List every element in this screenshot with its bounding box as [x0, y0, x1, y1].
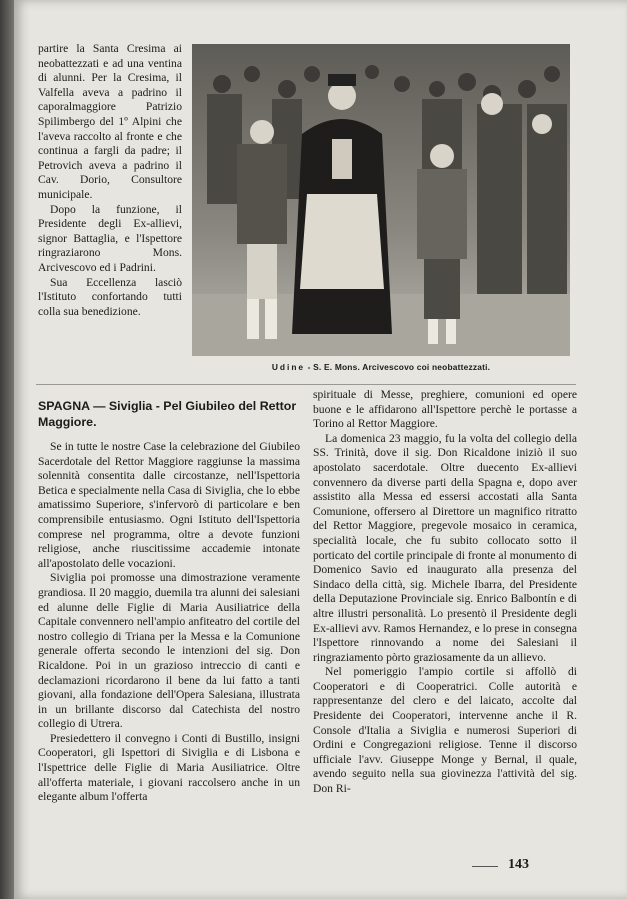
- paragraph: Siviglia poi promosse una dimostrazione veramente grandiosa. Il 20 maggio, duemila tra alunni dei salesiani ed alunne delle Figlie di Maria Ausiliatrice della Capitale convennero nell'ampio anfiteatro del cortile del nostro collegio di Triana per la Messa e la Comunione generale offerta secondo le intenzioni del sig. Don Ricaldone. Poi in un grazioso intreccio di canti e declamazioni ricordarono il bene da lui fatto a tanti giovani, alla fondazione dell'Opera Salesiana, illustrata in un brillante discorso dal Catechista del nostro collegio di Utrera.: [38, 571, 300, 731]
- caption-text: - S. E. Mons. Arcivescovo coi neobattezzati.: [305, 362, 491, 372]
- caption-place: Udine: [271, 362, 306, 372]
- section-divider: [36, 384, 576, 385]
- paragraph: Presiedettero il convegno i Conti di Bustillo, insigni Cooperatori, gli Ispettori di Siviglia e di Lisbona e l'Ispettrice delle Figlie di Maria Ausiliatrice. Oltre all'offerta materiale, i giovani raccolsero anche in un elegante album l'offerta: [38, 731, 300, 804]
- paragraph: spirituale di Messe, preghiere, comunioni ed opere buone e le affidarono all'Ispettore perchè le portasse a Torino al Rettor Maggiore.: [313, 388, 577, 431]
- group-photo: [192, 44, 570, 356]
- left-column: [38, 398, 300, 805]
- paragraph: Sua Eccellenza lasciò l'Istituto confortando tutti colla sua benedizione.: [38, 275, 182, 318]
- photo-caption: [192, 362, 570, 372]
- top-left-column: [38, 42, 182, 319]
- paragraph: partire la Santa Cresima ai neobattezzati e ad una ventina di alunni. Per la Cresima, il Valfella aveva a padrino il caporalmaggiore Patrizio Spilimbergo del 1º Alpini che l'aveva raccolto al fronte e che continua a fargli da padre; il Petrovich aveva a padrino il Cav. Dorio, Consultore municipale.: [38, 42, 182, 201]
- section-heading: SPAGNA — Siviglia - Pel Giubileo del Rettor Maggiore.: [38, 399, 297, 429]
- right-column: [313, 388, 577, 797]
- paragraph: La domenica 23 maggio, fu la volta del collegio della SS. Trinità, dove il sig. Don Ricaldone iniziò il suo apostolato sacerdotale. Oltre duecento Ex-allievi convennero da diverse parti della Spagna e, dopo aver assistito alla Messa ed essersi accostati alla Santa Comunione, offersero al Direttore un magnifico ritratto del Rettor Maggiore, pregevole mosaico in ceramica, specialità locale, che fu subito collocato sotto il porticato del cortile principale di fronte al monumento di Domenico Savio ed inaugurato alla presenza del Sindaco della città, sig. Michele Ibarra, del Presidente della Deputazione Provinciale sig. Enrico Balbontín e di altre illustri personalità. Lo presentò il Presidente degli Ex-allievi avv. Ramos Hernandez, e lo prese in consegna l'Ispettore rinnovando a nome dei Salesiani il ringraziamento pòrto graziosamente da un allievo.: [313, 431, 577, 664]
- paragraph: Nel pomeriggio l'ampio cortile si affollò di Cooperatori e di Cooperatrici. Colle autorità e rappresentanze del clero e del laicato, accolte dal Presidente dei Cooperatori, intervenne anche il R. Console d'Italia a Siviglia e numerosi Superiori di Ordini e Congregazioni religiose. Tenne il discorso ufficiale l'avv. Giuseppe Monge y Bernal, il quale, avendo seguito nella sua giovinezza l'attività del sig. Don Ri-: [313, 665, 577, 796]
- book-gutter: [0, 0, 14, 899]
- paragraph: Dopo la funzione, il Presidente degli Ex-allievi, signor Battaglia, e l'Ispettore ringraziarono Mons. Arcivescovo ed i Padrini.: [38, 202, 182, 274]
- paragraph: Se in tutte le nostre Case la celebrazione del Giubileo Sacerdotale del Rettor Maggiore raggiunse la massima solennità consentita dalle circostanze, nell'Ispettoria Betica e specialmente nella Casa di Siviglia, che lo ebbe amatissimo Superiore, s'infervorò di particolare e ben comprensibile entusiasmo. Ogni Istituto dell'Ispettoria comprese nel programma, oltre a devote funzioni religiose, anche riuscitissime accademie intonate all'apostolato delle vocazioni.: [38, 440, 300, 570]
- page-number: 143: [508, 857, 529, 872]
- footer-dash: [472, 866, 498, 867]
